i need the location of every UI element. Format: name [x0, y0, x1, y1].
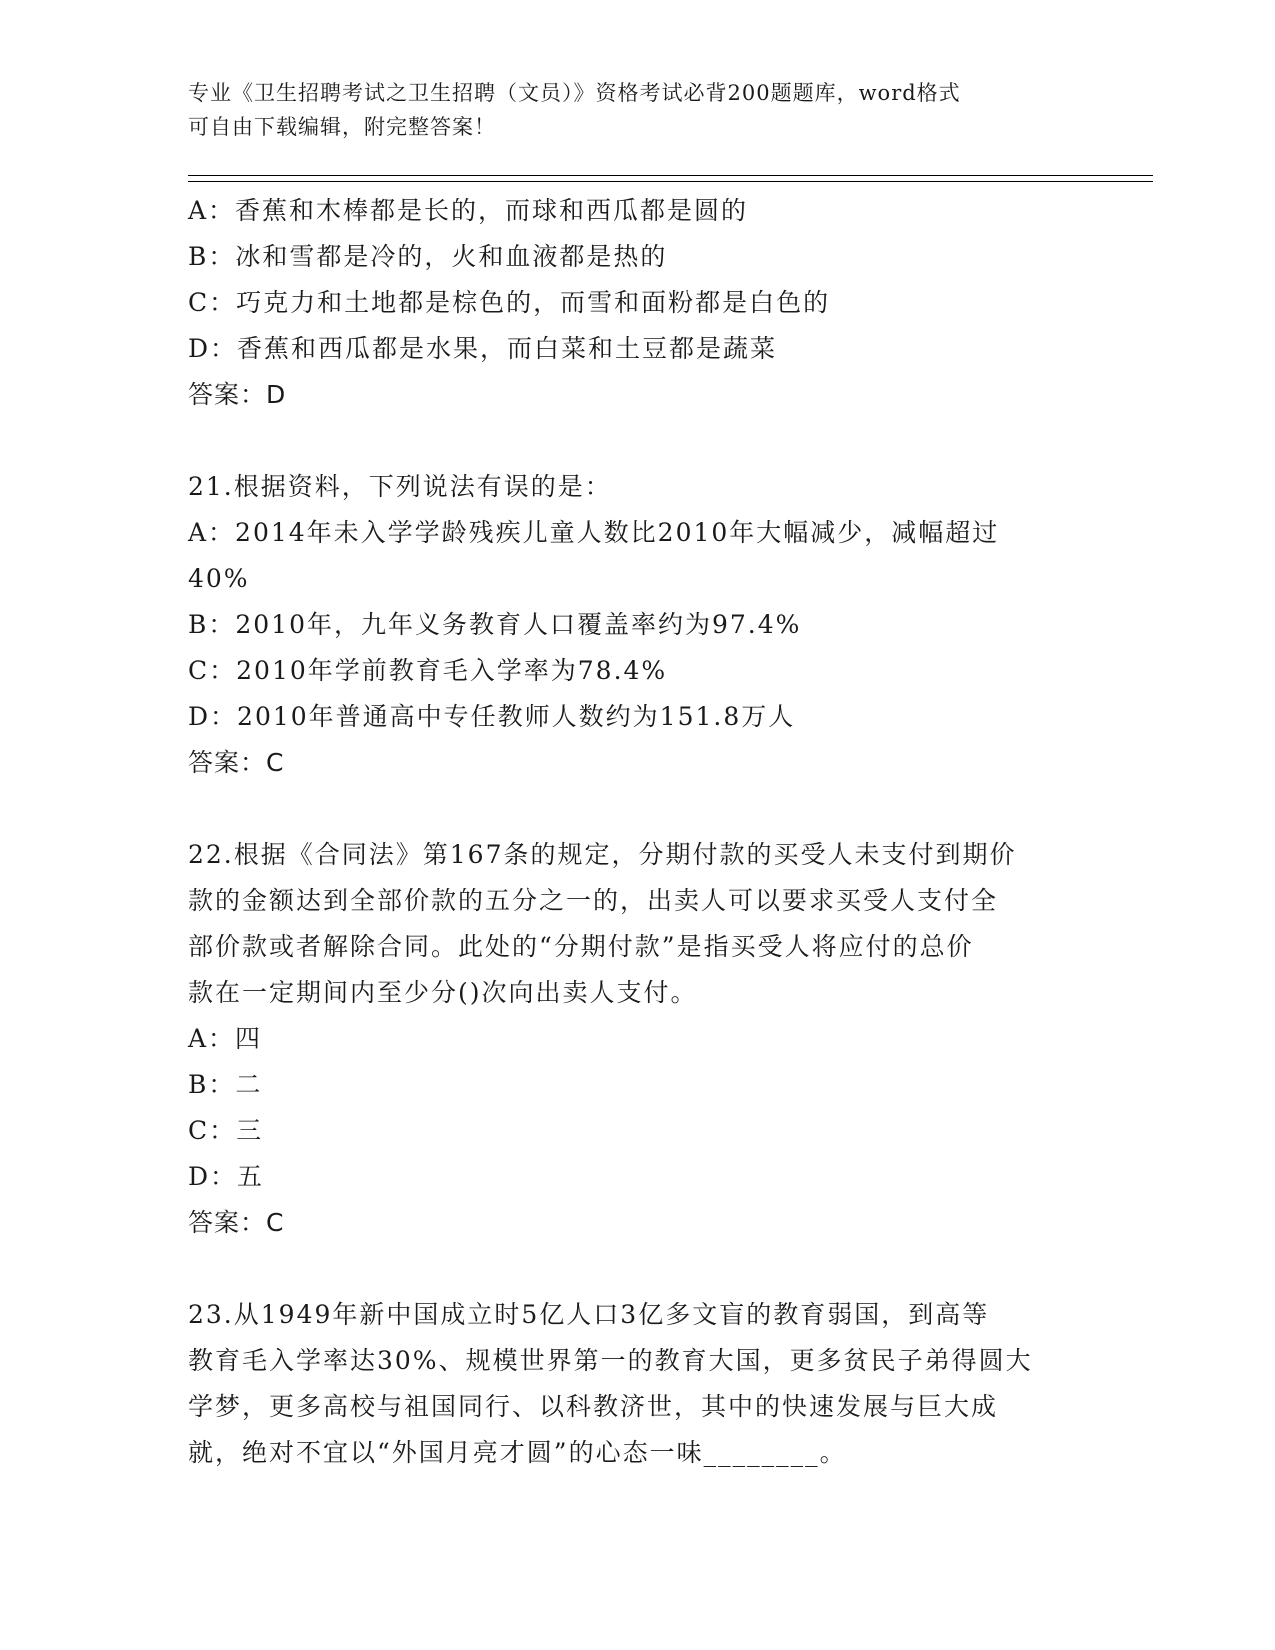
option-b: B：2010年，九年义务教育人口覆盖率约为97.4% — [188, 610, 802, 639]
answer: 答案：C — [188, 1208, 285, 1237]
question-stem-line: 学梦，更多高校与祖国同行、以科教济世，其中的快速发展与巨大成 — [188, 1392, 999, 1421]
option-b: B：二 — [188, 1070, 263, 1099]
option-d: D：香蕉和西瓜都是水果，而白菜和土豆都是蔬菜 — [188, 334, 778, 363]
header-rule-bottom — [188, 181, 1153, 182]
option-a: A：香蕉和木棒都是长的，而球和西瓜都是圆的 — [188, 196, 749, 225]
question-22 — [188, 832, 1088, 1246]
option-d: D：五 — [188, 1162, 265, 1191]
document-header — [188, 76, 1088, 144]
option-a: A：四 — [188, 1024, 263, 1053]
question-21 — [188, 464, 1088, 786]
option-c: C：三 — [188, 1116, 264, 1145]
option-a-continued: 40% — [188, 564, 250, 593]
option-a: A：2014年未入学学龄残疾儿童人数比2010年大幅减少，减幅超过 — [188, 518, 1000, 547]
question-stem-line: 教育毛入学率达30%、规模世界第一的教育大国，更多贫民子弟得圆大 — [188, 1346, 1033, 1375]
header-rule-top — [188, 175, 1153, 176]
question-stem-line: 22.根据《合同法》第167条的规定，分期付款的买受人未支付到期价 — [188, 840, 1017, 869]
question-stem: 21.根据资料，下列说法有误的是： — [188, 472, 612, 501]
question-stem-line: 就，绝对不宜以“外国月亮才圆”的心态一味________。 — [188, 1438, 847, 1467]
question-stem-line: 部价款或者解除合同。此处的“分期付款”是指买受人将应付的总价 — [188, 932, 974, 961]
spacer — [188, 418, 1088, 464]
option-d: D：2010年普通高中专任教师人数约为151.8万人 — [188, 702, 796, 731]
question-stem-line: 款的金额达到全部价款的五分之一的，出卖人可以要求买受人支付全 — [188, 886, 999, 915]
header-title-line1: 专业《卫生招聘考试之卫生招聘（文员）》资格考试必背200题题库，word格式 — [188, 81, 961, 105]
answer: 答案：D — [188, 380, 287, 409]
option-c: C：巧克力和土地都是棕色的，而雪和面粉都是白色的 — [188, 288, 831, 317]
option-c: C：2010年学前教育毛入学率为78.4% — [188, 656, 668, 685]
document-body — [188, 188, 1088, 1476]
question-20 — [188, 188, 1088, 418]
answer: 答案：C — [188, 748, 285, 777]
option-b: B：冰和雪都是冷的，火和血液都是热的 — [188, 242, 668, 271]
spacer — [188, 1246, 1088, 1292]
header-title-line2: 可自由下载编辑，附完整答案！ — [188, 115, 496, 139]
question-stem-line: 款在一定期间内至少分()次向出卖人支付。 — [188, 978, 698, 1007]
question-stem-line: 23.从1949年新中国成立时5亿人口3亿多文盲的教育弱国，到高等 — [188, 1300, 990, 1329]
spacer — [188, 786, 1088, 832]
question-23 — [188, 1292, 1088, 1476]
